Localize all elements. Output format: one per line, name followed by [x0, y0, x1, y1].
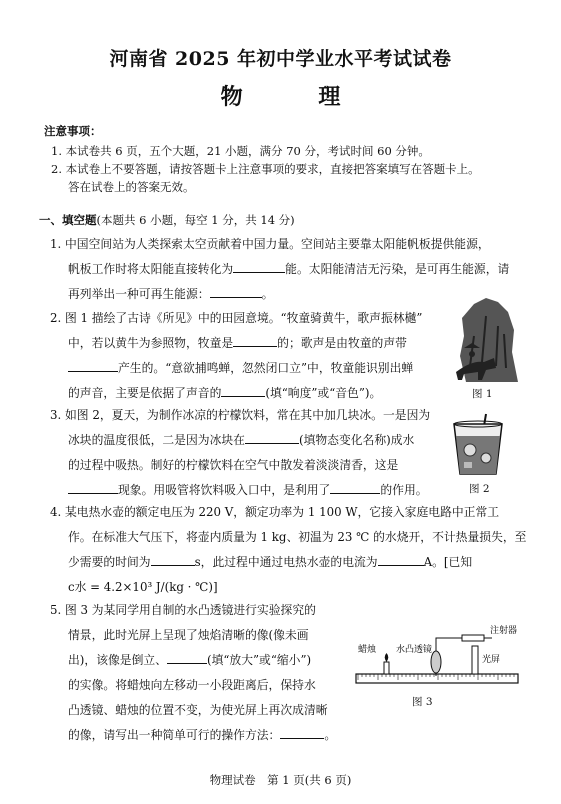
answer-blank[interactable] — [245, 431, 299, 444]
figure-3-lens-experiment — [352, 622, 522, 692]
label-syringe: 注射器 — [490, 626, 518, 636]
answer-blank[interactable] — [167, 651, 207, 664]
answer-blank[interactable] — [68, 481, 118, 494]
note-item-1: 1. 本试卷共 6 页，五个大题，21 小题，满分 70 分，考试时间 60 分钟。 — [51, 144, 430, 158]
q5-line-3 — [50, 648, 336, 673]
q4-text: 少需要的时间为 — [68, 555, 151, 569]
question-4 — [50, 500, 526, 600]
q2-text: 中，若以黄牛为参照物，牧童是 — [68, 336, 234, 350]
q3-line-3: 的过程中吸热。制好的柠檬饮料在空气中散发着淡淡清香，这是 — [68, 458, 399, 472]
q1-text: 。 — [261, 287, 274, 301]
q2-line-1: 2. 图 1 描绘了古诗《所见》中的田园意境。“牧童骑黄牛，歌声振林樾” — [50, 311, 423, 325]
answer-blank[interactable] — [233, 334, 277, 347]
label-candle: 蜡烛 — [358, 645, 377, 655]
q5-text: (填“放大”或“缩小”) — [206, 653, 312, 667]
q5-text: 的像，请写出一种简单可行的操作方法： — [68, 728, 281, 742]
q2-text: 的声音，主要是依据了声音的 — [68, 386, 222, 400]
q1-text: 能。太阳能清洁无污染，是可再生能源，请 — [285, 262, 510, 276]
note-item-2-cont: 答在试卷上的答案无效。 — [68, 180, 195, 194]
q4-line-2: 作。在标准大气压下，将壶内质量为 1 kg、初温为 23 ℃ 的水烧开，不计热量损失，至 — [68, 530, 527, 544]
candle-flame — [385, 653, 389, 662]
question-5 — [50, 598, 336, 748]
q1-line-3 — [50, 282, 509, 307]
figure-2-caption: 图 2 — [469, 483, 490, 495]
q3-text: 的作用。 — [380, 483, 428, 497]
answer-blank[interactable] — [378, 553, 424, 566]
exam-title: 河南省 2025 年初中学业水平考试试卷 — [109, 48, 452, 70]
q2-line-2 — [50, 331, 422, 356]
question-1 — [50, 232, 509, 307]
q4-line-1: 4. 某电热水壶的额定电压为 220 V，额定功率为 1 100 W，它接入家庭电路中正常工 — [50, 505, 500, 519]
q3-text: 现象。用吸管将饮料吸入口中，是利用了 — [118, 483, 331, 497]
figure-3-caption: 图 3 — [412, 696, 433, 708]
answer-blank[interactable] — [233, 260, 285, 273]
q5-line-5: 凸透镜、蜡烛的位置不变，为使光屏上再次成清晰 — [68, 703, 328, 717]
candle-shape — [384, 662, 389, 674]
notes-heading: 注意事项： — [44, 124, 102, 138]
q1-line-2 — [50, 257, 509, 282]
screen-shape — [472, 646, 478, 674]
figure-1-herdboy-illustration — [452, 296, 524, 382]
syringe-shape — [462, 635, 484, 641]
subject-title: 物 理 — [220, 84, 375, 110]
q1-text: 帆板工作时将太阳能直接转化为 — [68, 262, 234, 276]
q4-line-4: c水 = 4.2×10³ J/(kg · ℃)] — [68, 580, 218, 594]
label-lens: 水凸透镜 — [396, 645, 433, 655]
answer-blank[interactable] — [330, 481, 380, 494]
q4-text: A。[已知 — [423, 555, 473, 569]
question-3 — [50, 403, 430, 503]
q5-text: 。 — [324, 728, 337, 742]
answer-blank[interactable] — [221, 384, 265, 397]
section-heading — [39, 212, 295, 228]
figure-2-lemon-drink-glass — [448, 412, 508, 478]
answer-blank[interactable] — [68, 359, 118, 372]
note-item-2: 2. 本试卷上不要答题，请按答题卡上注意事项的要求，直接把答案填写在答题卡上。 — [51, 162, 480, 176]
answer-blank[interactable] — [151, 553, 195, 566]
q1-text: 再列举出一种可再生能源： — [68, 287, 210, 301]
q2-text: 产生的。“意欲捕鸣蝉，忽然闭口立”中，牧童能识别出蝉 — [118, 361, 414, 375]
q2-text: 的；歌声是由牧童的声带 — [277, 336, 407, 350]
q3-text: 冰块的温度很低，二是因为冰块在 — [68, 433, 245, 447]
q5-line-6 — [50, 723, 336, 748]
figure-1-caption: 图 1 — [472, 388, 493, 400]
question-2 — [50, 306, 422, 406]
q4-text: s，此过程中通过电热水壶的电流为 — [194, 555, 378, 569]
q1-line-1: 1. 中国空间站为人类探索太空贡献着中国力量。空间站主要靠太阳能帆板提供能源， — [50, 237, 490, 251]
q3-line-1: 3. 如图 2，夏天，为制作冰凉的柠檬饮料，常在其中加几块冰。一是因为 — [50, 408, 431, 422]
label-screen: 光屏 — [482, 655, 501, 665]
section-desc: (本题共 6 小题，每空 1 分，共 14 分) — [96, 213, 295, 227]
answer-blank[interactable] — [280, 726, 324, 739]
q2-text: (填“响度”或“音色”)。 — [265, 386, 382, 400]
section-title: 一、填空题 — [39, 213, 97, 227]
q5-line-4: 的实像。将蜡烛向左移动一小段距离后，保持水 — [68, 678, 316, 692]
q3-line-2 — [50, 428, 430, 453]
q5-line-1: 5. 图 3 为某同学用自制的水凸透镜进行实验探究的 — [50, 603, 316, 617]
page-footer: 物理试卷 第 1 页(共 6 页) — [209, 773, 352, 787]
q2-line-3 — [50, 356, 422, 381]
q5-text: 出)，该像是倒立、 — [68, 653, 167, 667]
q3-text: (填物态变化名称)成水 — [298, 433, 415, 447]
water-lens-shape — [431, 651, 441, 673]
q4-line-3 — [50, 550, 526, 575]
answer-blank[interactable] — [210, 285, 262, 298]
q5-line-2: 情景，此时光屏上呈现了烛焰清晰的像(像未画 — [68, 628, 309, 642]
